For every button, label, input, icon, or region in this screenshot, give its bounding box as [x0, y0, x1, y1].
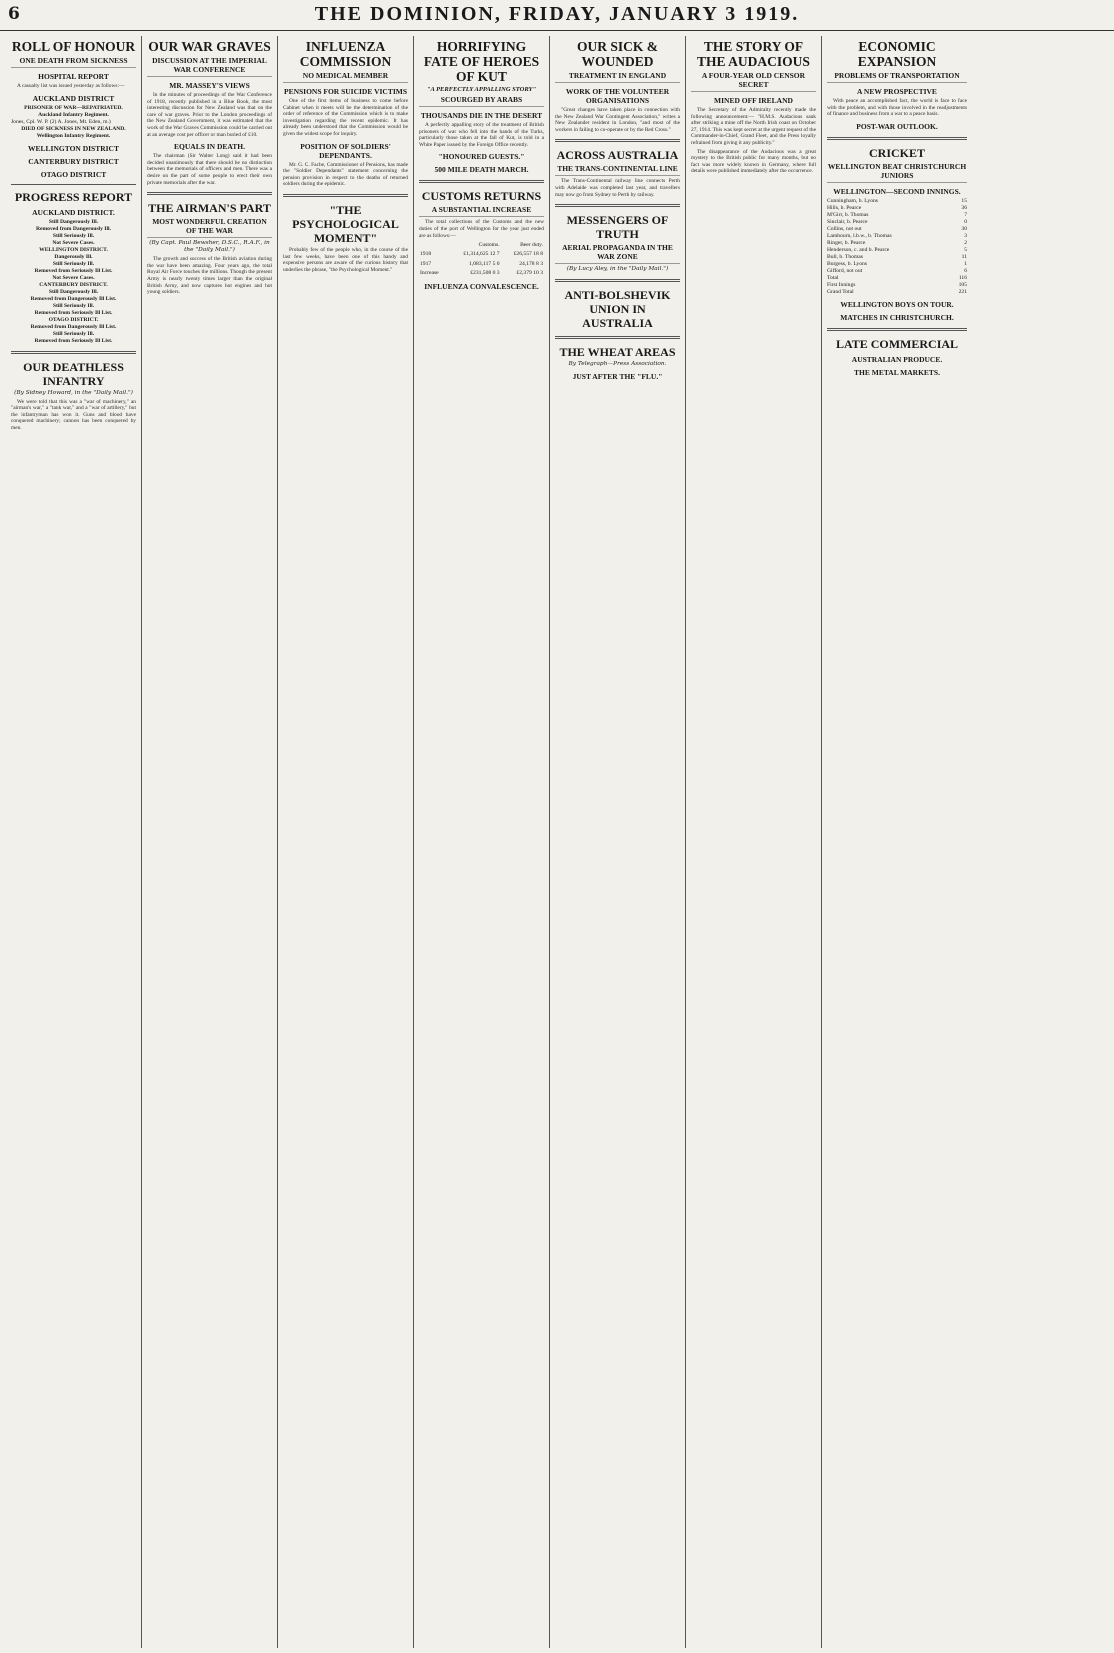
- columns: [6, 36, 1108, 1648]
- district-heading: OTAGO DISTRICT: [40, 169, 107, 179]
- column-4: [414, 36, 550, 1648]
- section-title: WORK OF THE VOLUNTEER ORGANISATIONS: [565, 87, 670, 105]
- table-row: Hills, b. Pearce 36: [827, 204, 967, 211]
- headline-economic-expansion: ECONOMIC EXPANSION: [857, 39, 937, 69]
- section-heading-progress-report: PROGRESS REPORT: [14, 189, 133, 204]
- section-title: POST-WAR OUTLOOK.: [856, 121, 938, 131]
- district-heading: AUCKLAND DISTRICT: [32, 93, 115, 103]
- scores-title: WELLINGTON—SECOND INNINGS.: [833, 186, 961, 196]
- table-row: Cunningham, b. Lyons 15: [827, 197, 967, 204]
- headline-heroes-of-kut: HORRIFYING FATE OF HEROES OF KUT: [423, 39, 540, 84]
- section-title: A NEW PROSPECTIVE: [857, 87, 937, 96]
- first-innings-row: First Innings 105: [827, 281, 967, 288]
- subhead: NO MEDICAL MEMBER: [283, 71, 408, 83]
- article-text: The growth and success of the British aviation during the war have been amazing. Four years ago, the total Royal Air Force touches the millions. Though the present Army is nearly twenty times larger than the original British Army, and now captures hot engines and hot young soldiers.: [147, 256, 272, 296]
- headline-messengers-of-truth: MESSENGERS OF TRUTH: [566, 213, 669, 242]
- headline-influenza-commission: INFLUENZA COMMISSION: [299, 39, 392, 69]
- total-row: Total 116: [827, 274, 967, 281]
- subhead: WELLINGTON BEAT CHRISTCHURCH JUNIORS: [827, 162, 967, 183]
- section-title: THOUSANDS DIE IN THE DESERT: [420, 111, 543, 120]
- column-2: [142, 36, 278, 1648]
- section-title: HOSPITAL REPORT: [38, 72, 109, 81]
- subhead: AERIAL PROPAGANDA IN THE WAR ZONE: [555, 243, 680, 264]
- newspaper-title: THE DOMINION, FRIDAY, JANUARY 3 1919.: [314, 3, 800, 25]
- byline: (By Capt. Paul Bewsher, D.S.C., R.A.F., in the "Daily Mail."): [149, 240, 270, 254]
- section-title: PENSIONS FOR SUICIDE VICTIMS: [283, 87, 407, 96]
- headline-anti-bolshevik-union: ANTI-BOLSHEVIK UNION IN AUSTRALIA: [564, 288, 671, 331]
- article-text: The Trans-Continental railway line connects Perth with Adelaide was completed last year, and travellers may now go from Sydney to Perth by railway.: [555, 178, 680, 198]
- grand-total-row: Grand Total 221: [827, 288, 967, 295]
- subhead: SCOURGED BY ARABS: [419, 95, 544, 107]
- column-1: [6, 36, 142, 1648]
- section-title: WELLINGTON BOYS ON TOUR.: [840, 299, 954, 309]
- subhead: PROBLEMS OF TRANSPORTATION: [827, 71, 967, 83]
- article-text: "Great changes have taken place in connection with the New Zealand War Contingent Association," writes a New Zealander resident in London, "and most of the workers in failing to co-operate or by the Red Cross.": [555, 107, 680, 133]
- table-row: Gifford, not out 6: [827, 267, 967, 274]
- article-text: In the minutes of proceedings of the War Conference of 1918, recently published in a Blue Book, the most interesting discussion for New Zealand was that on the care of war graves. Prior to the London proceedings of the New Zealand Government, it was estimated that the work of the War Graves Commission could be carried out at an average cost per officer or man buried of £10.: [147, 92, 272, 138]
- headline-airmans-part: THE AIRMAN'S PART: [148, 201, 271, 216]
- section-title: MATCHES IN CHRISTCHURCH.: [840, 312, 954, 322]
- section-title: "HONOURED GUESTS.": [438, 152, 525, 162]
- subhead: DISCUSSION AT THE IMPERIAL WAR CONFERENCE: [147, 56, 272, 77]
- district-heading: CANTERBURY DISTRICT: [28, 156, 119, 166]
- district-heading: AUCKLAND DISTRICT.: [32, 207, 115, 217]
- subhead: A FOUR-YEAR OLD CENSOR SECRET: [691, 71, 816, 92]
- section-title: AUSTRALIAN PRODUCE.: [851, 354, 943, 364]
- subhead: ONE DEATH FROM SICKNESS: [11, 56, 136, 68]
- subhead: TREATMENT IN ENGLAND: [555, 71, 680, 83]
- article-text: The Secretary of the Admiralty recently made the following announcement:— "H.M.S. Audacious sank after striking a mine off the North Irish coast on October 27, 1914. This was kept secret at the urgent request of the Commander-in-Chief, Grand Fleet, and the Press loyally refrained from giving it any publicity." The disappearance of the Audacious was a great mystery to the British public for many months, but no fact was more widely known in Germany, where full details were published immediately after the occurrence.: [691, 107, 816, 175]
- article-text: The chairman (Sir Walter Long) said it had been decided unanimously that there should be no distinction between the memorials of officers and men. There was a desire on the part of some people to erect their own private memorials after the war.: [147, 153, 272, 186]
- section-title: INFLUENZA CONVALESCENCE.: [424, 281, 539, 291]
- table-row: Henderson, c. and b. Pearce 5: [827, 246, 967, 253]
- byline: (By Lucy Aley, in the "Daily Mail."): [566, 266, 669, 273]
- headline-psychological-moment: "THE PSYCHOLOGICAL MOMENT": [292, 202, 399, 245]
- cricket-scores: [827, 198, 967, 296]
- article-text: A casualty list was issued yesterday as follows:—: [17, 83, 125, 89]
- table-row: 1918 £1,314,625 12 7 £26,557 18 8: [420, 251, 543, 258]
- column-3: [278, 36, 414, 1648]
- column-7: [822, 36, 972, 1648]
- column-5: [550, 36, 686, 1648]
- headline-war-graves: OUR WAR GRAVES: [148, 39, 271, 54]
- casualty-list: PRISONER OF WAR—REPATRIATED. Auckland Infantry Regiment. Jones, Cpl. W. P. (2) A. Jones, Mt. Eden, m.) DIED OF SICKNESS IN NEW ZEALAND. Wellington Infantry Regiment.: [11, 104, 126, 139]
- section-title: 500 MILE DEATH MARCH.: [434, 165, 529, 175]
- masthead: [0, 0, 1114, 31]
- article-text: A perfectly appalling story of the treatment of British prisoners of war who fell into the hands of the Turks, particularly those taken at the fall of Kut, is told in a White Paper issued by the Foreign Office recently.: [419, 122, 544, 148]
- column-6: [686, 36, 822, 1648]
- article-text: The total collections of the Customs and the new duties of the port of Wellington for the year just ended are as follows:—: [419, 219, 544, 239]
- page-number: 6: [8, 4, 20, 24]
- section-title: MINED OFF IRELAND: [714, 96, 793, 105]
- article-text: Mr. G. C. Fache, Commissioner of Pensions, has made the "Soldier Dependants" statement concerning the pension provision in respect to the deaths of returned soldiers during the epidemic.: [283, 161, 408, 188]
- pull-quote: "A PERFECTLY APPALLING STORY": [426, 86, 537, 93]
- section-title: JUST AFTER THE "FLU.": [572, 372, 663, 382]
- progress-list: Still Dangerously Ill. Removed from Dangerously Ill. Still Seriously Ill. Not Severe Cases. WELLINGTON DISTRICT. Dangerously Ill. Still Seriously Ill. Removed from Seriously Ill List. Not Severe Cases. CANTERBURY DISTRICT. Still Dangerously Ill. Removed from Dangerously Ill List. Still Seriously Ill. Removed from Seriously Ill List. OTAGO DISTRICT. Removed from Dangerously Ill List. Still Seriously Ill. Removed from Seriously Ill List.: [30, 218, 117, 344]
- headline-cricket: CRICKET: [868, 145, 925, 160]
- headline-deathless-infantry: OUR DEATHLESS INFANTRY: [23, 359, 124, 388]
- table-row: Lambourn, l.b.w., b. Thomas 3: [827, 232, 967, 239]
- headline-wheat-areas: THE WHEAT AREAS: [559, 345, 676, 360]
- table-row: Burgess, b. Lyons 1: [827, 260, 967, 267]
- table-header-row: Customs. Beer duty.: [478, 242, 543, 249]
- subhead: MOST WONDERFUL CREATION OF THE WAR: [147, 217, 272, 238]
- headline-sick-and-wounded: OUR SICK & WOUNDED: [576, 39, 658, 69]
- table-row: Bull, b. Thomas 11: [827, 253, 967, 260]
- article-text: One of the first items of business to come before Cabinet when it meets will be the determination of the order of reference of the Commission which is to make investigation regarding the recent epidemic. It has already been understood that the Commission would be given the widest scope for inquiry.: [283, 98, 408, 137]
- subhead: THE TRANS-CONTINENTAL LINE: [555, 164, 680, 176]
- section-title: MR. MASSEY'S VIEWS: [169, 81, 250, 90]
- table-row: Collins, not out 30: [827, 225, 967, 232]
- table-row: Ringer, b. Pearce 2: [827, 239, 967, 246]
- district-heading: WELLINGTON DISTRICT: [28, 143, 119, 153]
- article-text: We were told that this was a "war of machinery," an "airman's war," a "tank war," and a "war of artillery," but the infantryman has won it. Guns and blood have conquered machinery; cannon has been conquered by men.: [11, 398, 136, 431]
- headline-customs-returns: CUSTOMS RETURNS: [421, 189, 542, 204]
- byline: (By Sidney Howard, in the "Daily Mail."): [14, 389, 133, 396]
- customs-table: [419, 241, 544, 278]
- headline-roll-of-honour: ROLL OF HONOUR: [11, 39, 136, 54]
- article-text: With peace an accomplished fact, the world is face to face with the problem, and with those involved in the readjustments of finance and business from a war to a peace basis.: [827, 98, 967, 118]
- section-title: EQUALS IN DEATH.: [174, 142, 245, 152]
- table-row: 1917 1,083,117 5 0 24,178 8 3: [420, 260, 543, 267]
- headline-late-commercial: LATE COMMERCIAL: [835, 336, 959, 351]
- table-row: Sinclair, b. Pearce 0: [827, 218, 967, 225]
- table-row: Increase £231,508 0 3 £2,379 10 3: [420, 269, 543, 276]
- table-row: M'Girr, b. Thomas 7: [827, 211, 967, 218]
- headline-across-australia: ACROSS AUSTRALIA: [556, 148, 679, 163]
- article-text: Probably few of the people who, in the course of the last few weeks, have been one of this handy and expensive persons are aware of the curious history that underlies the phrase, "the Psychological Moment.": [283, 246, 408, 273]
- subhead: A SUBSTANTIAL INCREASE: [419, 205, 544, 217]
- headline-story-of-audacious: THE STORY OF THE AUDACIOUS: [697, 39, 810, 69]
- section-title: POSITION OF SOLDIERS' DEPENDANTS.: [300, 141, 391, 160]
- byline: By Telegraph—Press Association.: [568, 361, 667, 368]
- section-title: THE METAL MARKETS.: [854, 367, 940, 377]
